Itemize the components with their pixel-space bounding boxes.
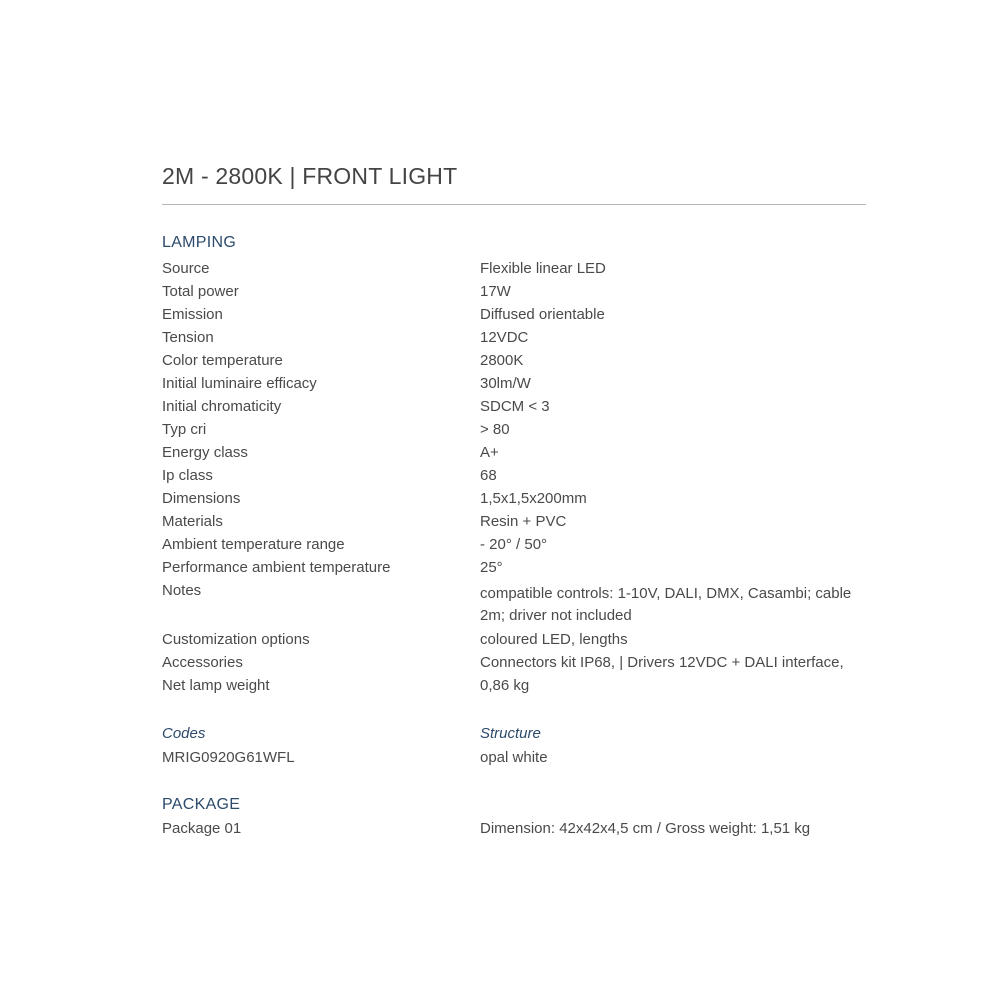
spec-value: Diffused orientable	[480, 306, 605, 323]
spec-value: 17W	[480, 283, 511, 300]
spec-row-total-power	[162, 281, 882, 304]
spec-row-notes	[162, 580, 882, 629]
package-heading: PACKAGE	[162, 796, 241, 813]
spec-value: 25°	[480, 559, 503, 576]
spec-row-emission	[162, 304, 882, 327]
spec-value: 68	[480, 467, 497, 484]
spec-value: 30lm/W	[480, 375, 531, 392]
spec-value: Connectors kit IP68, | Drivers 12VDC + DALI interface,	[480, 654, 844, 671]
spec-label: Tension	[162, 329, 214, 346]
spec-label: Emission	[162, 306, 223, 323]
spec-value: A+	[480, 444, 499, 461]
package-label: Package 01	[162, 820, 242, 837]
spec-label: Net lamp weight	[162, 677, 270, 694]
spec-row-energy-class	[162, 442, 882, 465]
spec-row-source	[162, 258, 882, 281]
spec-label: Energy class	[162, 444, 248, 461]
lamping-heading: LAMPING	[162, 234, 237, 251]
spec-value: > 80	[480, 421, 510, 438]
spec-row-accessories	[162, 652, 882, 675]
spec-label: Accessories	[162, 654, 243, 671]
spec-row-chromaticity	[162, 396, 882, 419]
spec-label: Notes	[162, 582, 202, 599]
spec-value: 0,86 kg	[480, 677, 530, 694]
spec-value: 12VDC	[480, 329, 529, 346]
codes-heading: Codes	[162, 725, 206, 742]
page-title: 2M - 2800K | FRONT LIGHT	[162, 163, 458, 189]
spec-value: - 20° / 50°	[480, 536, 548, 553]
spec-row-typ-cri	[162, 419, 882, 442]
spec-row-ambient-temperature-range	[162, 534, 882, 557]
spec-label: Ambient temperature range	[162, 536, 345, 553]
spec-value: SDCM < 3	[480, 398, 550, 415]
product-code: MRIG0920G61WFL	[162, 749, 295, 766]
spec-row-tension	[162, 327, 882, 350]
spec-label: Dimensions	[162, 490, 241, 507]
spec-label: Ip class	[162, 467, 213, 484]
spec-row-dimensions	[162, 488, 882, 511]
spec-value: Resin + PVC	[480, 513, 567, 530]
spec-label: Color temperature	[162, 352, 283, 369]
spec-label: Customization options	[162, 631, 310, 648]
spec-label: Total power	[162, 283, 239, 300]
spec-row-performance-temperature	[162, 557, 882, 580]
spec-value: compatible controls: 1-10V, DALI, DMX, Casambi; cable 2m; driver not included	[480, 585, 852, 624]
spec-row-ip-class	[162, 465, 882, 488]
spec-value: Flexible linear LED	[480, 260, 606, 277]
spec-label: Initial luminaire efficacy	[162, 375, 317, 392]
spec-label: Performance ambient temperature	[162, 559, 391, 576]
spec-label: Materials	[162, 513, 223, 530]
spec-label: Typ cri	[162, 421, 207, 438]
package-value: Dimension: 42x42x4,5 cm / Gross weight: 1,51 kg	[480, 820, 811, 837]
structure-heading: Structure	[480, 725, 541, 742]
spec-value: 1,5x1,5x200mm	[480, 490, 587, 507]
spec-value: 2800K	[480, 352, 524, 369]
spec-row-net-lamp-weight	[162, 675, 882, 698]
spec-row-materials	[162, 511, 882, 534]
title-divider	[162, 204, 866, 205]
lamping-spec-list	[162, 258, 882, 698]
spec-row-color-temperature	[162, 350, 882, 373]
structure-value: opal white	[480, 749, 548, 766]
spec-row-customization-options	[162, 629, 882, 652]
spec-label: Initial chromaticity	[162, 398, 282, 415]
spec-row-efficacy	[162, 373, 882, 396]
spec-label: Source	[162, 260, 210, 277]
spec-value: coloured LED, lengths	[480, 631, 628, 648]
